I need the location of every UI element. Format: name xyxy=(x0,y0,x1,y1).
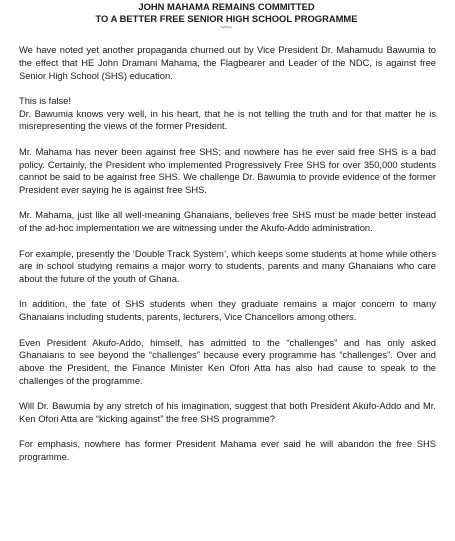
paragraph-7 xyxy=(19,337,436,388)
paragraph-6 xyxy=(19,298,436,324)
title-ornament: ~~~ xyxy=(219,23,231,32)
paragraph-5 xyxy=(19,248,436,286)
paragraph-1 xyxy=(19,44,436,82)
paragraph-8-text: Will Dr. Bawumia by any stretch of his imagination, suggest that both President Akufo-Addo and Mr. Ken Ofori Atta are “kicking against” the free SHS programme? xyxy=(19,401,436,425)
paragraph-9-text: For emphasis, nowhere has former President Mahama ever said he will abandon the free SHS programme. xyxy=(19,439,436,463)
paragraph-5-text: For example, presently the ‘Double Track System’, which keeps some students at home while others are in school studying remains a major worry to students, parents and many Ghanaians who care about the future of the youth of Ghana. xyxy=(19,248,436,285)
document-title-line-2: TO A BETTER FREE SENIOR HIGH SCHOOL PROGRAMME xyxy=(95,12,358,24)
paragraph-6-text: In addition, the fate of SHS students when they graduate remains a major concern to many Ghanaians including students, parents, lecturers, Vice Chancellors among others. xyxy=(19,299,436,323)
paragraph-1-text: We have noted yet another propaganda churned out by Vice President Dr. Mahamudu Bawumia to the effect that HE John Dramani Mahama, the Flagbearer and Leader of the NDC, is against free Senior High School (SHS) education. xyxy=(19,45,436,81)
paragraph-3-text: Mr. Mahama has never been against free SHS; and nowhere has he ever said free SHS is a bad policy. Certainly, the President who implemented Progressively Free SHS for over 350,000 students cannot be said to be against free SHS. We challenge Dr. Bawumia to provide evidence of the former President ever saying he is against free SHS. xyxy=(19,146,436,196)
paragraph-3 xyxy=(19,146,436,197)
paragraph-2-text: Dr. Bawumia knows very well, in his heart, that he is not telling the truth and for that matter he is misrepresenting the views of the former President. xyxy=(19,108,436,132)
paragraph-8 xyxy=(19,400,436,426)
paragraph-4-text: Mr. Mahama, just like all well-meaning Ghanaians, believes free SHS must be made better instead of the ad-hoc implementation we are witnessing under the Akufo-Addo administration. xyxy=(19,210,436,234)
paragraph-7-text: Even President Akufo-Addo, himself, has admitted to the “challenges” and has only asked Ghanaians to see beyond the “challenges” because every programme has “challenges”. Over and above the President, the Finance Minister Ken Ofori Atta has also had cause to speak to the challenges of the programme. xyxy=(19,337,436,386)
paragraph-4 xyxy=(19,209,436,235)
paragraph-2-exclamation: This is false! xyxy=(19,95,71,106)
paragraph-2 xyxy=(19,95,436,133)
document-title-line-1: JOHN MAHAMA REMAINS COMMITTED xyxy=(138,1,315,12)
paragraph-9 xyxy=(19,438,436,464)
